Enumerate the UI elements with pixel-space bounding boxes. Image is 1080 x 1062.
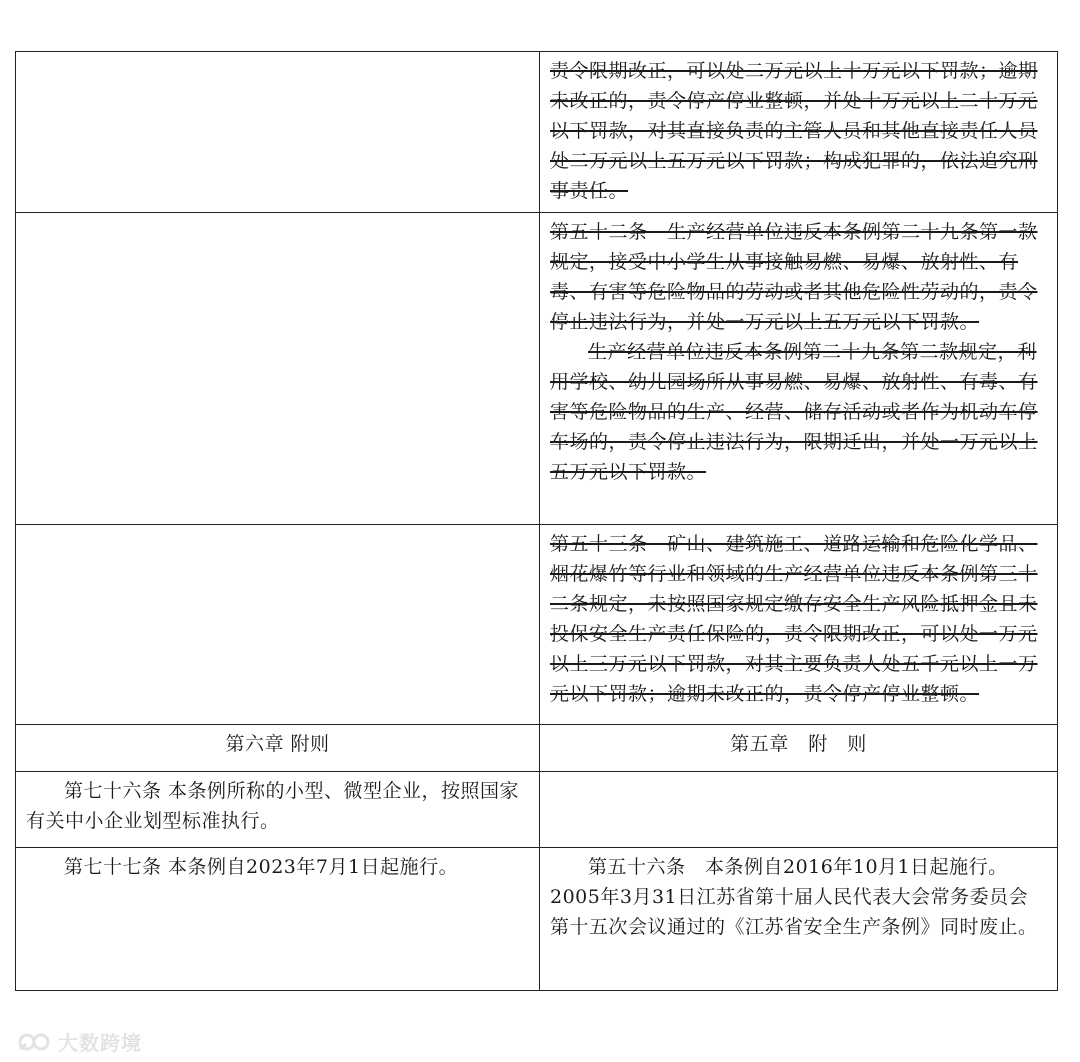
table-row <box>16 213 1058 525</box>
article-76: 第七十六条 本条例所称的小型、微型企业，按照国家有关中小企业划型标准执行。 <box>26 780 520 832</box>
struck-paragraph: 第五十三条 矿山、建筑施工、道路运输和危险化学品、烟花爆竹等行业和领域的生产经营单位违反本条例第三十二条规定，未按照国家规定缴存安全生产风险抵押金且未投保安全生产责任保险的，责令限期改正，可以处一万元以上三万元以下罚款，对其主要负责人处五千元以上一万元以下罚款；逾期未改正的，责令停产停业整顿。 <box>550 533 1038 705</box>
struck-paragraph: 生产经营单位违反本条例第二十九条第二款规定，利用学校、幼儿园场所从事易燃、易爆、放射性、有毒、有害等危险物品的生产、经营、储存活动或者作为机动车停车场的，责令停止违法行为，限期迁出，并处一万元以上五万元以下罚款。 <box>550 341 1038 483</box>
chapter-heading-left: 第六章 附则 <box>16 725 540 772</box>
left-cell <box>16 848 540 991</box>
repeal-clause: 2005年3月31日江苏省第十届人民代表大会常务委员会第十五次会议通过的《江苏省安全生产条例》同时废止。 <box>550 886 1038 938</box>
table-row <box>16 52 1058 213</box>
struck-paragraph: 责令限期改正，可以处二万元以上十万元以下罚款；逾期未改正的，责令停产停业整顿，并处十万元以上二十万元以下罚款，对其直接负责的主管人员和其他直接责任人员处二万元以上五万元以下罚款；构成犯罪的，依法追究刑事责任。 <box>550 60 1038 202</box>
watermark-text: 大数跨境 <box>58 1031 142 1055</box>
comparison-table <box>15 51 1058 991</box>
chapter-heading-right: 第五章 附 则 <box>540 725 1058 772</box>
table-row <box>16 772 1058 848</box>
table-row <box>16 725 1058 772</box>
right-cell <box>540 772 1058 848</box>
watermark <box>18 1027 142 1056</box>
left-cell <box>16 525 540 725</box>
struck-paragraph: 第五十二条 生产经营单位违反本条例第二十九条第一款规定，接受中小学生从事接触易燃、易爆、放射性、有毒、有害等危险物品的劳动或者其他危险性劳动的，责令停止违法行为，并处一万元以上五万元以下罚款。 <box>550 221 1038 333</box>
left-cell <box>16 772 540 848</box>
table-row <box>16 848 1058 991</box>
article-56: 第五十六条 本条例自2016年10月1日起施行。 <box>588 856 1008 878</box>
left-cell <box>16 213 540 525</box>
right-cell <box>540 525 1058 725</box>
article-77: 第七十七条 本条例自2023年7月1日起施行。 <box>64 856 459 878</box>
right-cell <box>540 52 1058 213</box>
brand-logo-icon <box>18 1031 52 1053</box>
right-cell <box>540 848 1058 991</box>
table-row <box>16 525 1058 725</box>
left-cell <box>16 52 540 213</box>
right-cell <box>540 213 1058 525</box>
